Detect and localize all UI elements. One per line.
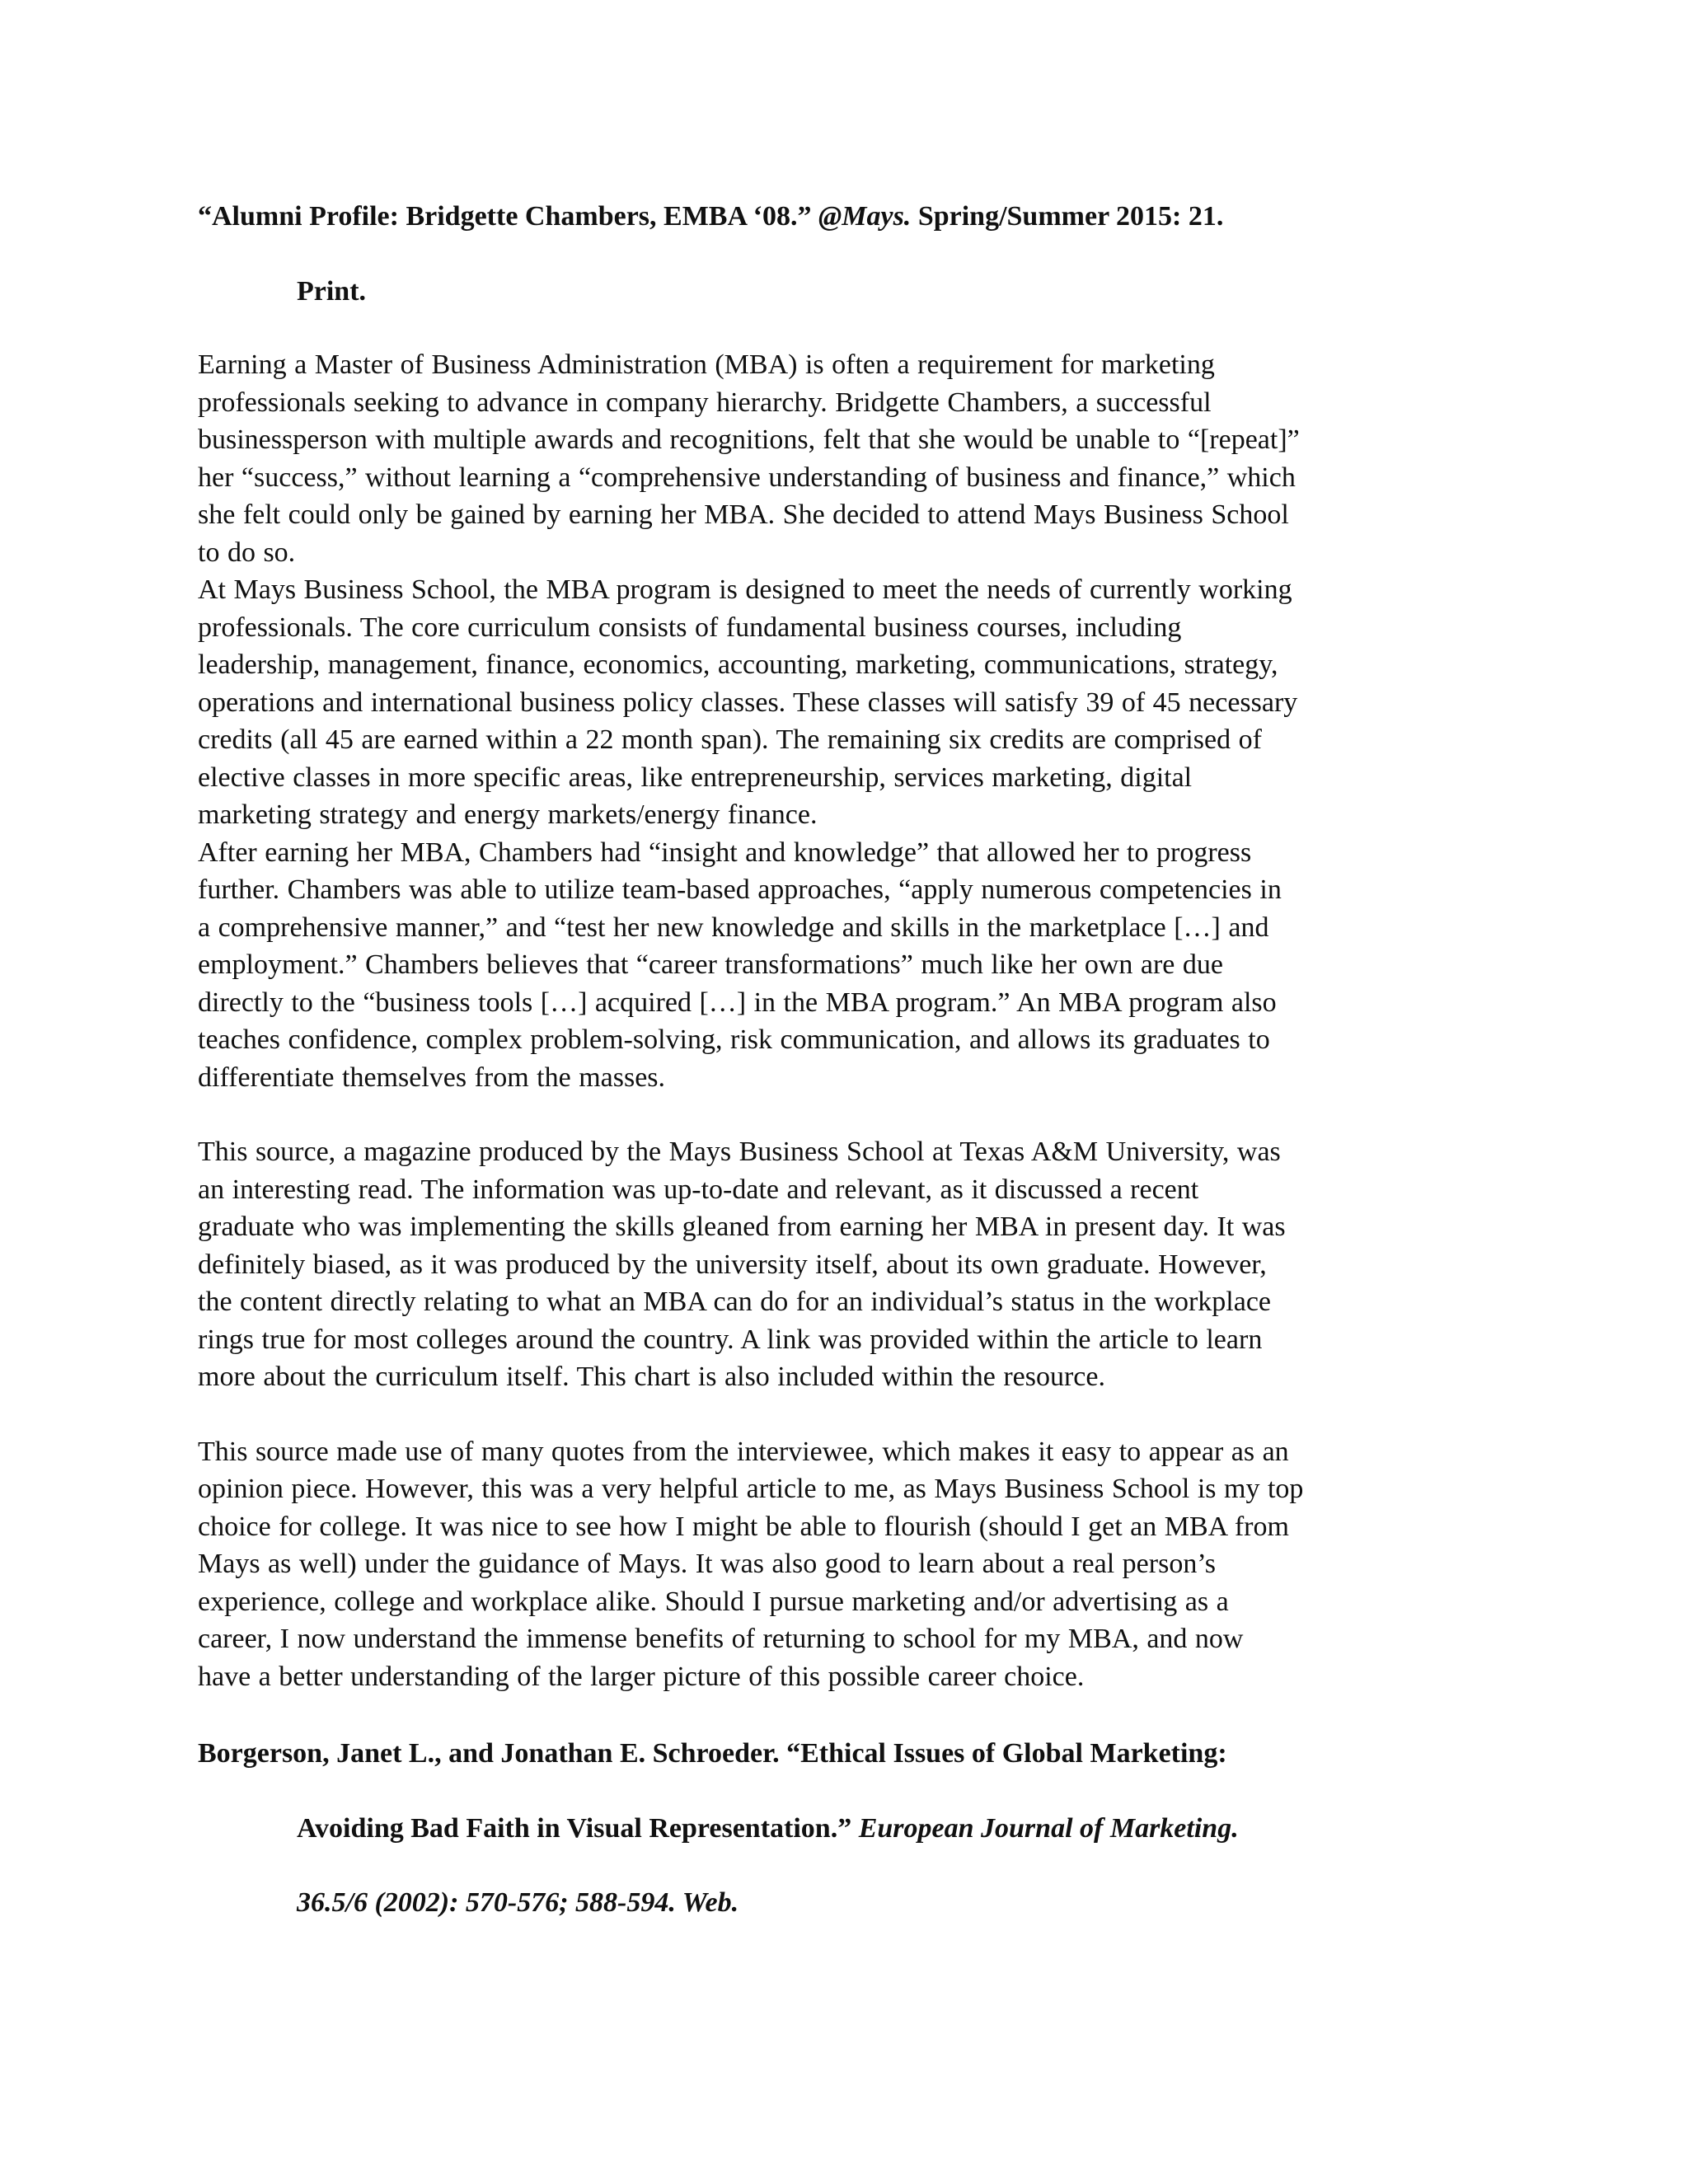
summary-paragraph [198,346,1492,1096]
text-line: marketing strategy and energy markets/energy finance. [198,799,818,830]
text-line: operations and international business policy classes. These classes will satisfy 39 of 45 necessary [198,687,1298,718]
text-line: employment.” Chambers believes that “career transformations” much like her own are due [198,949,1223,980]
text-line: credits (all 45 are earned within a 22 month span). The remaining six credits are comprised of [198,724,1262,755]
citation-journal: European Journal of Marketing. [858,1813,1239,1844]
text-line: This source, a magazine produced by the Mays Business School at Texas A&M University, was [198,1137,1281,1167]
text-line: After earning her MBA, Chambers had “insight and knowledge” that allowed her to progress [198,837,1252,868]
text-line: directly to the “business tools […] acquired […] in the MBA program.” An MBA program also [198,987,1277,1018]
text-line: leadership, management, finance, economics, accounting, marketing, communications, strategy, [198,649,1278,680]
text-line: rings true for most colleges around the country. A link was provided within the article to learn [198,1324,1263,1355]
citation-volume-pages: 36.5/6 (2002): 570-576; 588-594. Web. [297,1887,739,1918]
text-line: elective classes in more specific areas, like entrepreneurship, services marketing, digital [198,762,1193,793]
text-line: career, I now understand the immense benefits of returning to school for my MBA, and now [198,1624,1244,1654]
text-line: a comprehensive manner,” and “test her new knowledge and skills in the marketplace […] and [198,912,1269,943]
text-line: further. Chambers was able to utilize team-based approaches, “apply numerous competencies in [198,874,1282,905]
citation-line-2 [198,1810,1492,1847]
reflection-paragraph [198,1433,1492,1696]
text-line: professionals seeking to advance in company hierarchy. Bridgette Chambers, a successful [198,387,1212,418]
text-line: This source made use of many quotes from the interviewee, which makes it easy to appear as an [198,1436,1289,1467]
text-line: have a better understanding of the larger picture of this possible career choice. [198,1661,1085,1692]
text-line: her “success,” without learning a “comprehensive understanding of business and finance,” which [198,462,1296,493]
evaluation-paragraph [198,1133,1492,1396]
document-page [198,198,1492,1921]
citation-line-3 [198,1884,1492,1921]
text-line: At Mays Business School, the MBA program is designed to meet the needs of currently working [198,574,1292,605]
citation-line-2: Print. [297,276,367,307]
citation-publication: @Mays. [818,201,912,232]
text-line: Mays as well) under the guidance of Mays. It was also good to learn about a real person’s [198,1549,1216,1579]
citation-line-1 [198,198,1492,235]
text-line: definitely biased, as it was produced by the university itself, about its own graduate. However, [198,1249,1267,1280]
text-line: professionals. The core curriculum consists of fundamental business courses, including [198,612,1182,643]
text-line: to do so. [198,537,296,568]
text-line: she felt could only be gained by earning her MBA. She decided to attend Mays Business School [198,499,1289,530]
citation-title: Avoiding Bad Faith in Visual Representation.” [297,1813,859,1844]
text-line: Earning a Master of Business Administration (MBA) is often a requirement for marketing [198,349,1215,380]
text-line: an interesting read. The information was up-to-date and relevant, as it discussed a recent [198,1174,1199,1205]
text-line: the content directly relating to what an MBA can do for an individual’s status in the workplace [198,1286,1272,1317]
citation-date-page: Spring/Summer 2015: 21. [911,201,1224,232]
citation-line-1: Borgerson, Janet L., and Jonathan E. Schroeder. “Ethical Issues of Global Marketing: [198,1738,1227,1769]
text-line: teaches confidence, complex problem-solving, risk communication, and allows its graduates to [198,1024,1270,1055]
text-line: choice for college. It was nice to see how I might be able to flourish (should I get an MBA from [198,1511,1289,1542]
citation-borgerson-schroeder [198,1735,1492,1921]
text-line: differentiate themselves from the masses. [198,1062,666,1093]
text-line: graduate who was implementing the skills gleaned from earning her MBA in present day. It was [198,1212,1286,1242]
text-line: businessperson with multiple awards and recognitions, felt that she would be unable to “[repeat]” [198,424,1300,455]
text-line: more about the curriculum itself. This chart is also included within the resource. [198,1361,1105,1392]
text-line: experience, college and workplace alike. Should I pursue marketing and/or advertising as a [198,1586,1229,1617]
citation-title: “Alumni Profile: Bridgette Chambers, EMBA ‘08.” [198,201,818,232]
text-line: opinion piece. However, this was a very helpful article to me, as Mays Business School is my top [198,1474,1304,1504]
citation-alumni-profile [198,198,1492,310]
